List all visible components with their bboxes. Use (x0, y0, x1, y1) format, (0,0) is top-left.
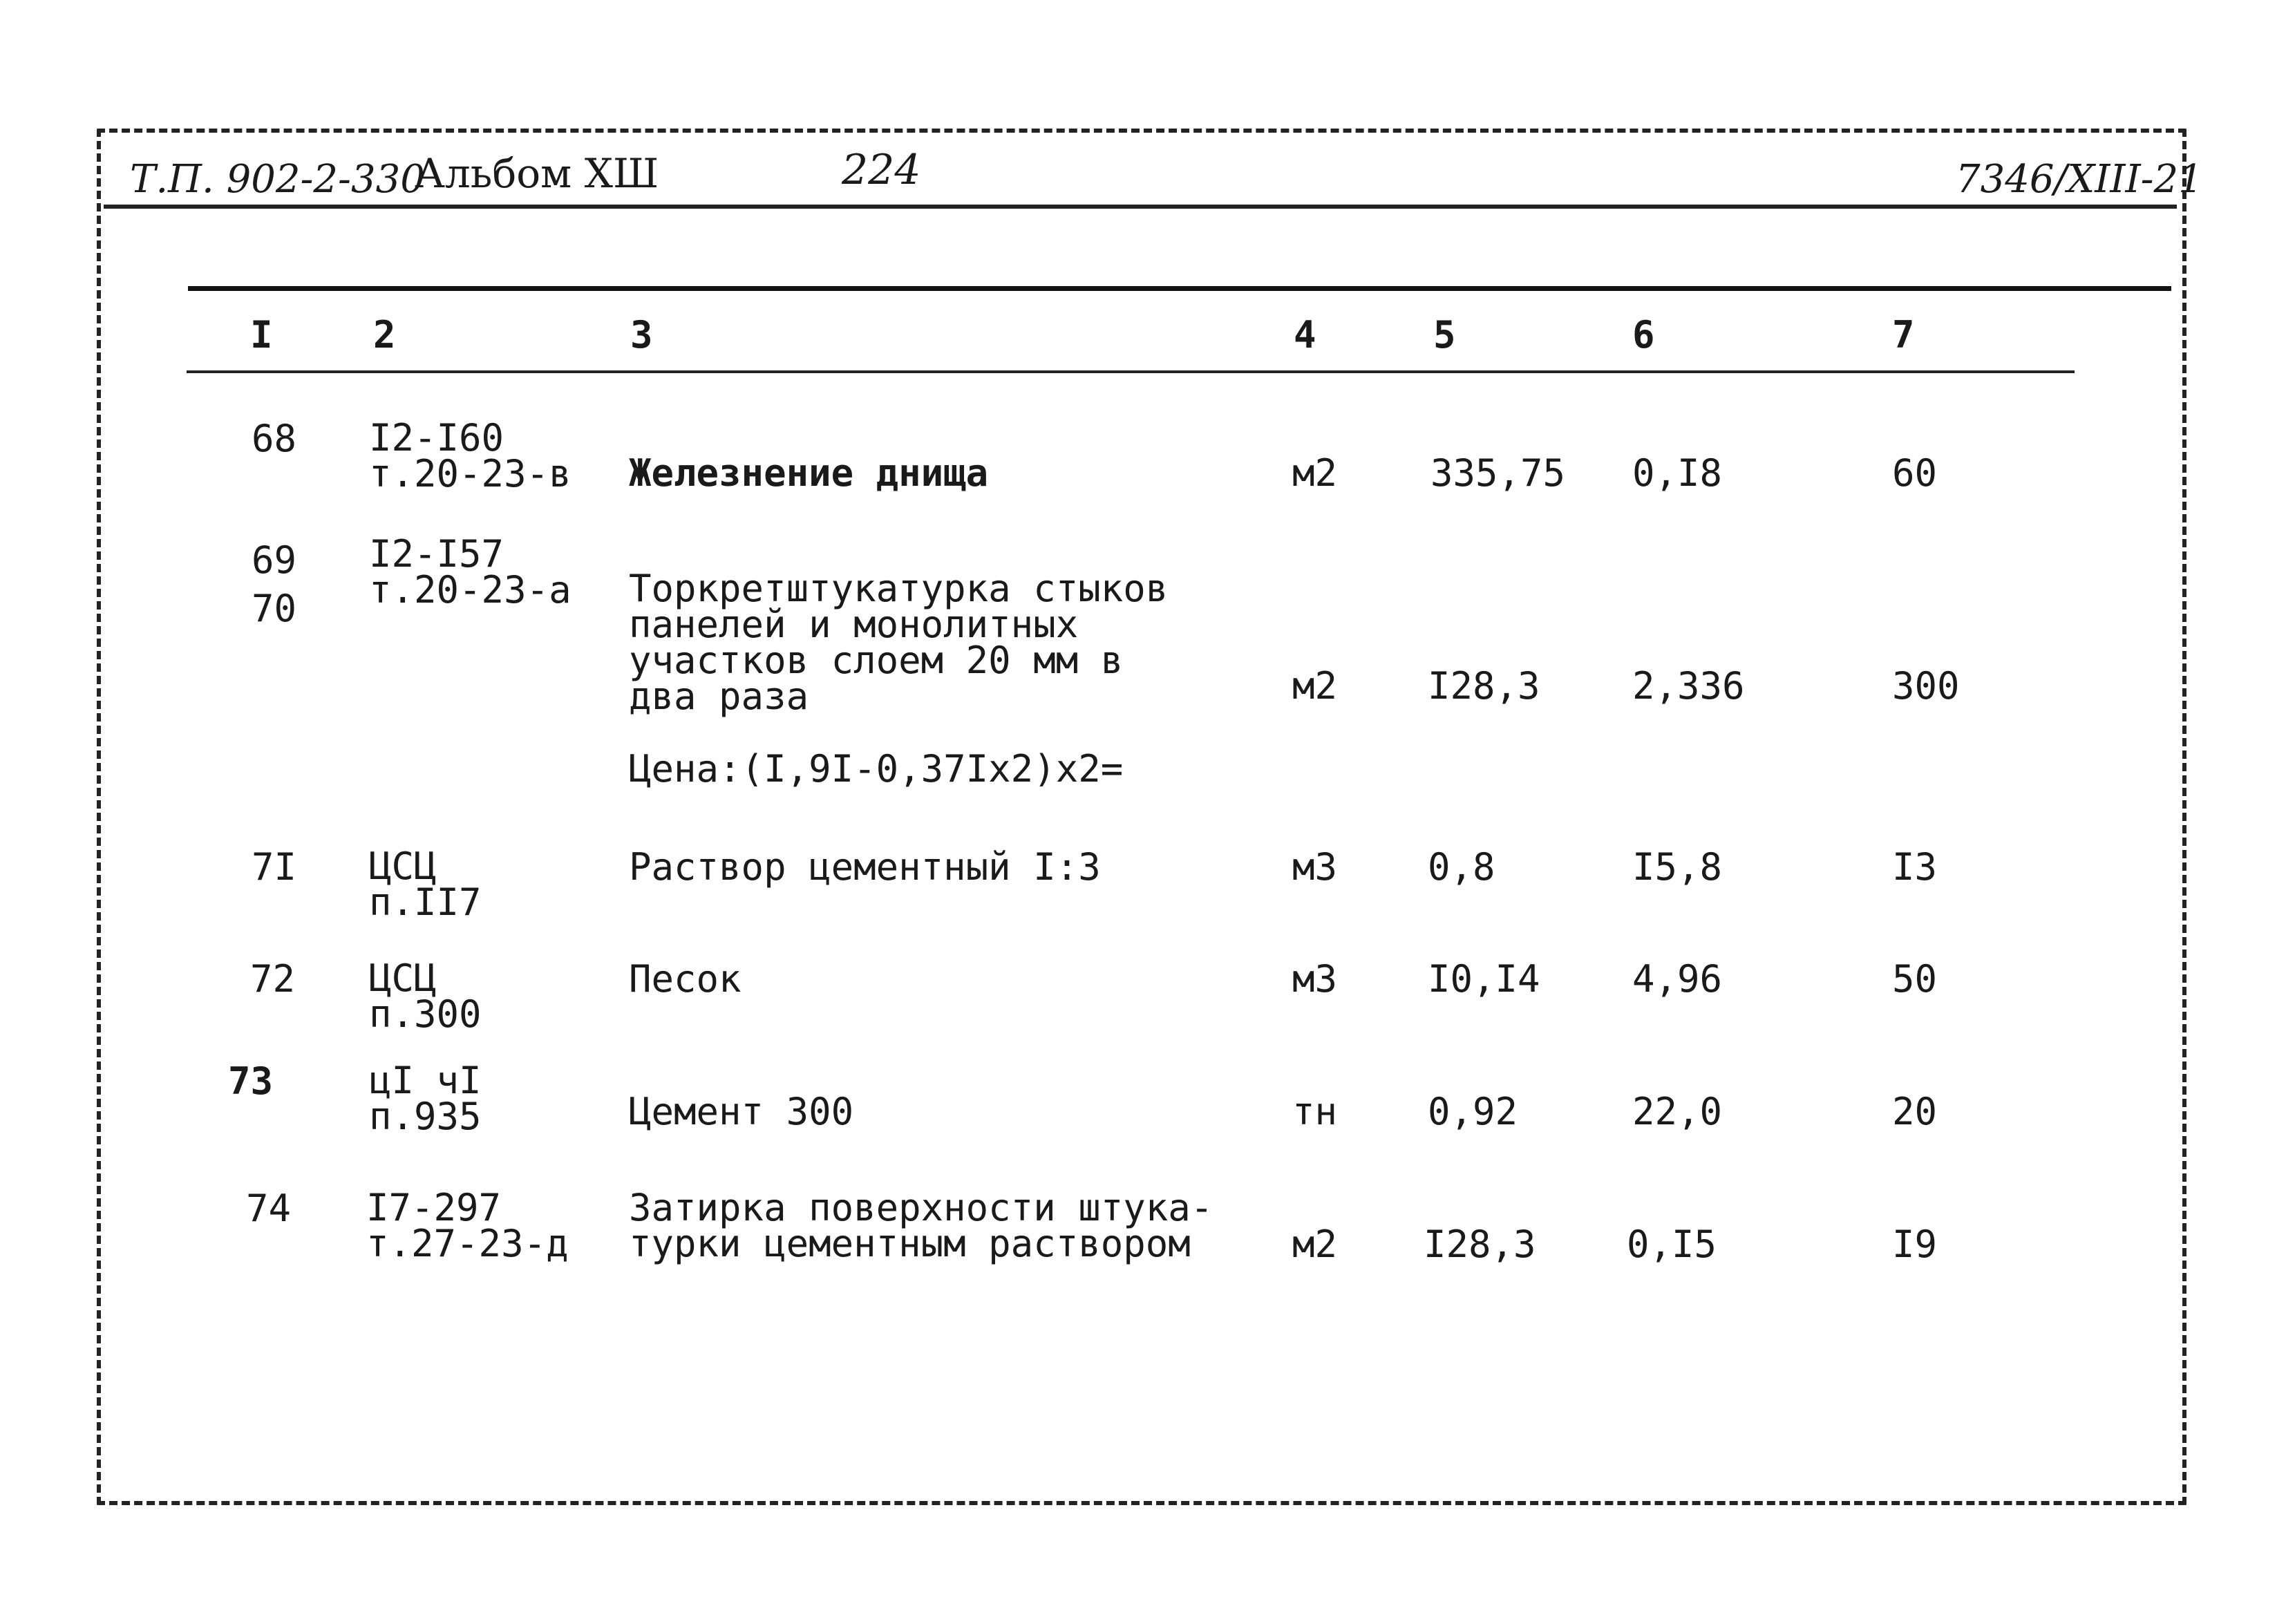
unit: м3 (1292, 845, 1338, 889)
quantity: I0,I4 (1428, 957, 1540, 1001)
unit-price: 4,96 (1632, 957, 1723, 1001)
column-header-1: I (250, 313, 273, 357)
quantity: I28,3 (1424, 1222, 1536, 1266)
column-header-6: 6 (1632, 313, 1655, 357)
rate-code: I2-I60 т.20-23-в (369, 416, 572, 495)
unit: м2 (1292, 1222, 1338, 1266)
table-header-rule (187, 370, 2075, 373)
work-name: Затирка поверхности штука- турки цементным раствором (629, 1186, 1213, 1265)
total: I3 (1892, 845, 1938, 889)
rate-code: ЦСЦ п.II7 (369, 844, 482, 924)
row-number: 69 70 (252, 538, 297, 630)
work-name: Песок (629, 957, 741, 1001)
work-name: Железнение днища (629, 451, 989, 495)
work-name: Торкретштукатурка стыков панелей и монолитных участков слоем 20 мм в два раза (629, 567, 1169, 718)
quantity: 0,8 (1428, 845, 1495, 889)
column-header-4: 4 (1294, 313, 1316, 357)
page-number: 224 (842, 146, 921, 194)
unit-price: 2,336 (1632, 664, 1745, 708)
work-name: Раствор цементный I:3 (629, 845, 1101, 889)
unit-price: 22,0 (1632, 1090, 1723, 1133)
unit: м3 (1292, 957, 1338, 1001)
row-number: 68 (252, 417, 297, 460)
album-label: Альбом XШ (415, 150, 659, 197)
table-top-rule (188, 286, 2171, 291)
total: 60 (1892, 451, 1938, 495)
unit-price: 0,I5 (1627, 1222, 1717, 1266)
unit: м2 (1292, 664, 1338, 708)
quantity: I28,3 (1428, 664, 1540, 708)
page-frame (97, 129, 2186, 1505)
column-header-2: 2 (373, 313, 396, 357)
total: 20 (1892, 1090, 1938, 1133)
column-header-3: 3 (630, 313, 653, 357)
row-number: 73 (228, 1059, 274, 1103)
unit-price: I5,8 (1632, 845, 1723, 889)
rate-code: I7-297 т.27-23-д (366, 1186, 569, 1265)
archive-stamp: 7346/XIII-21 (1956, 157, 2203, 202)
rate-code: цI чI п.935 (369, 1059, 482, 1138)
unit: м2 (1292, 451, 1338, 495)
row-number: 7I (252, 845, 297, 889)
total: 300 (1892, 664, 1960, 708)
row-number: 74 (246, 1187, 292, 1230)
work-name: Цемент 300 (629, 1090, 854, 1133)
row-number: 72 (250, 957, 296, 1001)
header-divider (104, 205, 2177, 209)
price-formula: Цена:(I,9I-0,37Iх2)х2= (629, 747, 1124, 791)
rate-code: ЦСЦ п.300 (369, 956, 482, 1036)
unit-price: 0,I8 (1632, 451, 1723, 495)
total: I9 (1892, 1222, 1938, 1266)
total: 50 (1892, 957, 1938, 1001)
doc-code: Т.П. 902-2-330 (130, 157, 425, 202)
column-header-7: 7 (1892, 313, 1915, 357)
quantity: 335,75 (1430, 451, 1566, 495)
rate-code: I2-I57 т.20-23-а (369, 532, 572, 612)
quantity: 0,92 (1428, 1090, 1518, 1133)
unit: тн (1292, 1090, 1338, 1133)
column-header-5: 5 (1433, 313, 1456, 357)
